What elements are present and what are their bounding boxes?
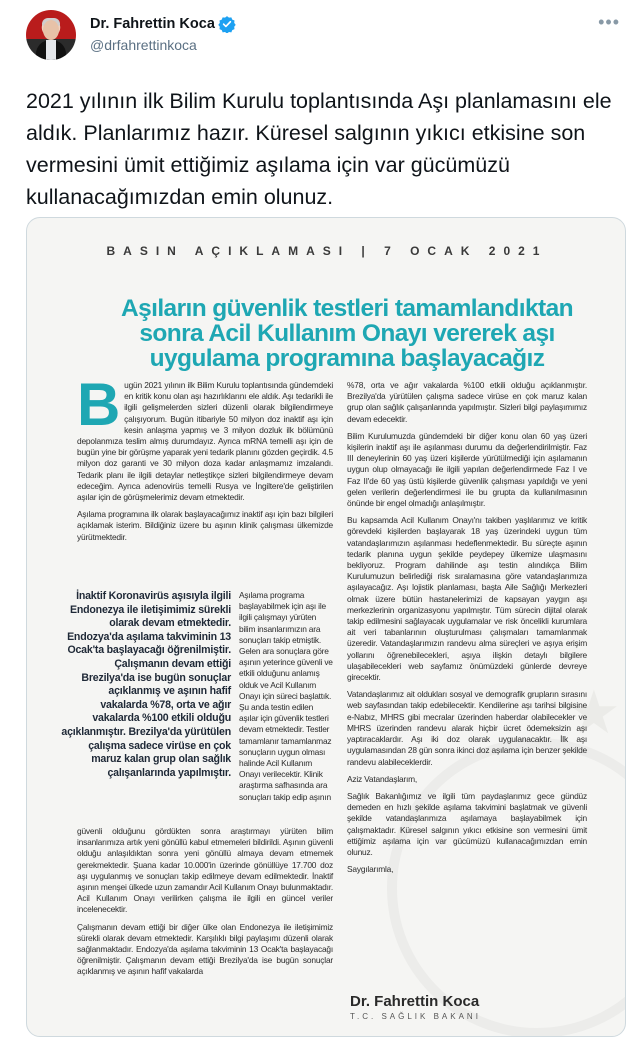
left-para2-text: Aşılama programına ilk olarak başlayacağımız inaktif aşı için bazı bilgileri açıklamak isterim. Bildiğiniz üzere bu aşının klinik çalışması ülkemizde yürütmektedir. — [77, 509, 333, 542]
dropcap-letter: B — [77, 371, 121, 438]
pull-quote: İnaktif Koronavirüs aşısıyla ilgili Endonezya ile iletişimimiz sürekli olarak devam etmektedir. Endozya'da aşılama takviminin 13 Ocak'ta başlayacağı öğrenilmiştir. Çalışmanın devam ettiği Brezilya'da ise bugün sonuçlar açıklanmış ve aşının hafif vakalarda %78, orta ve ağır vakalarda %100 etkili olduğu açıklanmıştır. Brezilya'da yürütülen çalışma sadece virüse en çok maruz kalan grup olan sağlık çalışanlarında yapılmıştır. — [61, 590, 231, 779]
right-text-1: %78, orta ve ağır vakalarda %100 etkili olduğu açıklanmıştır. Brezilya'da yürütülen çalışma sadece virüse en çok maruz kalan grup olan sağlık çalışanlarında yapılmıştır. Sizleri bilgi paylaşımımız devam edecektir. — [347, 380, 587, 424]
avatar[interactable] — [26, 10, 76, 60]
right-text-5: Aziz Vatandaşlarım, — [347, 773, 418, 784]
lower-left-text-2: Çalışmanın devam ettiği bir diğer ülke olan Endonezya ile iletişimimiz sürekli olarak devam etmektedir. Karşılıklı bilgi paylaşımı düzenli olarak sağlanmaktadır. Endozya'da aşılama takviminin 13 Ocak'ta başlayacağı öğrenilmiştir. Çalışmanın devam ettiği Brezilya'da ise bugün sonuçlar açıklanmış ve aşının hafif vakalarda — [77, 921, 333, 977]
press-release-image[interactable] — [26, 217, 626, 1037]
author-name[interactable]: Dr. Fahrettin Koca — [90, 16, 215, 32]
lower-left-text-1: güvenli olduğunu gördükten sonra araştırmayı yürüten bilim insanlarımıza artık yeni gönüllü kabul etmemeleri bildirildi. Aşının güvenli olduğu anlaşıldıktan sonra yeni gönüllü almaya devam etmemek gerekmektedir. Şuana kadar 10.000'in üzerinde gönüllüye 17.700 doz aşı uygulanmış ve sonuçları takip edilmeye devam edilmektedir. İnaktif aşının menşei ülkede uzun zamandır Acil Kullanım Onayı bulunmaktadır. Acil Kullanım Onayı verilirken çalışma ile ilgili en güncel veriler incelenecektir. — [77, 826, 333, 915]
right-text-3: Bu kapsamda Acil Kullanım Onayı'nı takiben yaşlılarımız ve kritik görevdeki kişilerden başlayarak 18 yaş üzerindeki uygun tüm vatandaşlarımızın aşılanması hedeflenmektedir. Bu süreçte aşının tedarik planına uygun şekilde peydepey ülkemize ulaşmasını bekliyoruz. Program dahilinde aşı testin alındıkça Bilim Kurulumuzun belirlediği risk sıralamasına göre vatandaşlarımıza aşılayacağız. Aşı lojistik planlaması, başta Aile Sağlığı Merkezleri olmak üzere bütün hastanelerimizi de kapsayan yaygın aşı merkezlerinin organizasyonu yapılmıştır. Tüm sürecin dijital olarak takip edilmesini sağlayacak uygulamalar ve risk öncelikli kurumlara ait veri tabanlarının oluşturulması çalışmaları tamamlanmak üzeredir. Vatandaşlarımızın randevu alma süreçleri ve aşıya erişim yollarını öğrenebilecekleri, aşıya ilişkin detaylı bilgilere ulaşabilecekleri web sayfamız önümüzdeki günlerde devreye girecektir. — [347, 515, 587, 683]
press-mid-column: Aşılama programa başlayabilmek için aşı ile ilgili çalışmayı yürüten bilim insanlarımızın ara sonuçları takip etmiştik. Gelen ara sonuçlara göre aşının yeterince güvenli ve etkili olduğunu anlamış olduk ve Acil Kullanım Onayı için süreci başlattık. Şu anda testin edilen aşılar için güvenlik testleri devam etmektedir. Testler tamamlanır tamamlanmaz sonuçların uygun olması halinde Acil Kullanım Onayı verilecektir. Klinik araştırma safhasında ara sonuçları takip edip aşının — [239, 590, 333, 802]
author-handle[interactable]: @drfahrettinkoca — [90, 37, 197, 53]
left-intro-text: ugün 2021 yılının ilk Bilim Kurulu toplantısında gündemdeki en kritik konu olan aşı hazırlıklarını ele aldık. Aşı tedarikli ile ilgili gelişmelerden sizleri düzenli olarak bilgilendirmeye çalışıyorum. Bugün itibariyle 50 milyon doz inaktif aşı için kesin anlaşma yapmış ve 3 milyon dozluk ilk bölümünü depolanmıza teslim almış durumdayız. Ayrıca mRNA temelli aşı için de bugün yine bir görüşme yaparak yeni tedarik planını gözden geçirdik. 4.5 milyon doz garanti ve 30 milyon doza kadar anlaşmamız imzalandı. Tedarik planı ile ilgili detaylar netleştikçe sizleri bilgilendirmeye devam edeceğim. Ayrıca adenovirüs temelli Rusya ve İngiltere'de geliştirilen aşılar için de görüşmelerimiz devam etmektedir. — [77, 380, 333, 503]
signature-name: Dr. Fahrettin Koca — [350, 993, 480, 1010]
press-lower-left — [77, 826, 333, 984]
right-text-4: Vatandaşlarımız ait oldukları sosyal ve demografik grupların sırasını web sayfasından takip edebilecektir. Kendilerine aşı tarihsi bilgisine e-Nabız, MHRS gibi mecralar üzerinden haberdar olabilecekler ve MHRS üzerinden randevu alarak hiçbir ücret ödemeksizin aşı yaptıracaklardır. Aşı iki doz olarak uygulanacaktır. İlk aşı uygulamasından 28 gün sonra ikinci doz aşılama için benzer şekilde randevu alabileceklerdir. — [347, 689, 587, 767]
right-text-2: Bilim Kurulumuzda gündemdeki bir diğer konu olan 60 yaş üzeri kişilerin inaktif aşı ile aşılanması durumu da değerlendirilmiştir. Faz III deneylerinin 60 yaş üzeri kişilerde yürütülmediği için aşılamanın uygun olup olmayacağı ile ilgili yapılan değerlendirmede Faz I ve Faz II'de 60 yaş üstü kişilerde güvenlik çalışması yapıldığı ve yeni gelen verilerin değerlendirmesi ile bu grupta da kullanılmasının önünde bir engel olmadığı anlaşılmıştır. — [347, 430, 587, 509]
press-headline: Aşıların güvenlik testleri tamamlandıktan sonra Acil Kullanım Onayı vererek aşı uygulama programına başlayacağız — [121, 295, 573, 372]
verified-badge-icon — [218, 15, 236, 33]
right-text-6: Sağlık Bakanlığımız ve ilgili tüm paydaşlarımız gece gündüz demeden en hızlı şekilde aşılama takvimini başlatmak ve güvenli şekilde vatandaşlarımıza aşılamaya başlayabilmek için çalışmaktadır. Küresel salgının yıkıcı etkisine son vermesini ümit ettiğimiz aşılama için var gücümüzü kullanacağımızdan emin olunuz. — [347, 790, 587, 857]
more-options-icon[interactable]: ••• — [598, 12, 620, 32]
tweet-header — [14, 10, 626, 62]
watermark-star-icon: ★ — [567, 679, 621, 746]
press-right-column — [347, 380, 587, 881]
press-left-column — [77, 371, 333, 549]
signature-title: T.C. SAĞLIK BAKANI — [350, 1012, 481, 1021]
press-banner: BASIN AÇIKLAMASI | 7 OCAK 2021 — [106, 244, 548, 258]
tweet-text: 2021 yılının ilk Bilim Kurulu toplantısında Aşı planlamasını ele aldık. Planlarımız hazır. Küresel salgının yıkıcı etkisine son vermesini ümit ettiğimiz aşılama için var gücümüzü kullanacağımızdan emin olunuz. — [26, 89, 612, 209]
right-text-7: Saygılarımla, — [347, 864, 394, 875]
